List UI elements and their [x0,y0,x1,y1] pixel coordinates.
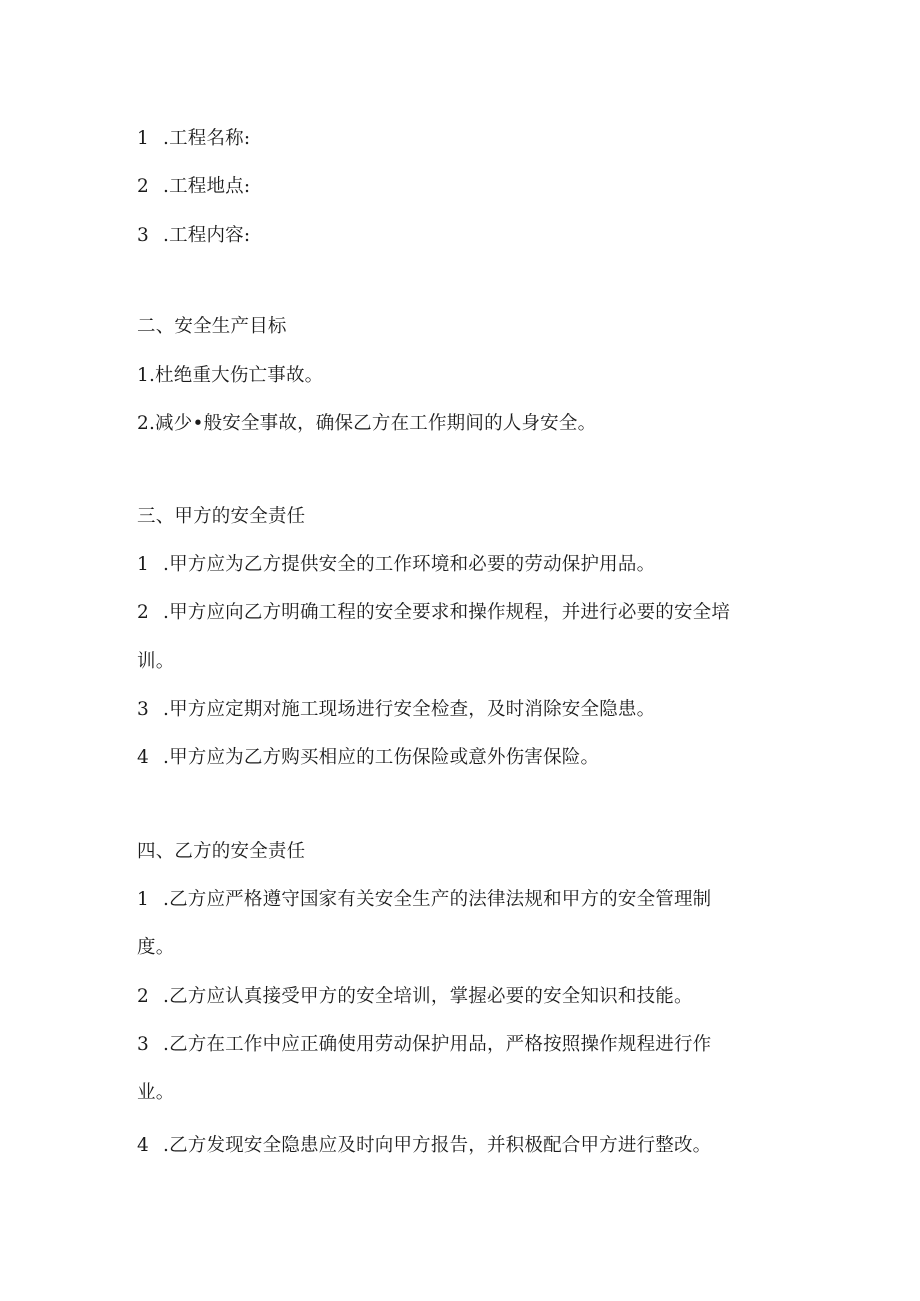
item-text: .工程名称: [162,128,251,149]
project-name-line [137,127,250,151]
party-a-item [137,746,599,770]
section-heading: 三、甲方的安全责任 [137,506,306,527]
item-text: .乙方应认真接受甲方的安全培训，掌握必要的安全知识和技能。 [162,986,693,1007]
party-b-item [137,985,693,1009]
goal-item: 1.杜绝重大伤亡事故。 [137,365,324,386]
item-text: .甲方应定期对施工现场进行安全检查，及时消除安全隐患。 [162,699,656,720]
item-number: 1 [137,554,149,575]
item-number: 2 [137,176,149,197]
item-number: 3 [137,225,149,246]
section-heading: 二、安全生产目标 [137,316,287,337]
project-location-line [137,175,250,199]
party-b-item [137,888,711,912]
item-text: .乙方发现安全隐患应及时向甲方报告，并积极配合甲方进行整改。 [162,1135,712,1156]
party-a-item-continuation: 训。 [137,651,175,672]
party-b-item-continuation: 度。 [137,937,175,958]
section-heading: 四、乙方的安全责任 [137,841,306,862]
item-number: 4 [137,1135,149,1156]
item-text: .甲方应为乙方提供安全的工作环境和必要的劳动保护用品。 [162,554,656,575]
item-text: .工程内容: [162,225,251,246]
party-a-item [137,601,730,625]
item-text: .甲方应向乙方明确工程的安全要求和操作规程，并进行必要的安全培 [162,602,731,623]
party-b-item [137,1134,711,1158]
item-number: 1 [137,889,149,910]
item-number: 1 [137,128,149,149]
project-content-line [137,224,250,248]
item-number: 4 [137,747,149,768]
item-text: .乙方应严格遵守国家有关安全生产的法律法规和甲方的安全管理制 [162,889,712,910]
item-number: 3 [137,699,149,720]
party-a-item [137,553,655,577]
item-number: 2 [137,602,149,623]
party-b-item [137,1033,711,1057]
item-text: .工程地点: [162,176,251,197]
party-b-item-continuation: 业。 [137,1082,175,1103]
item-text: .甲方应为乙方购买相应的工伤保险或意外伤害保险。 [162,747,600,768]
party-a-item [137,698,655,722]
goal-item: 2.减少•般安全事故，确保乙方在工作期间的人身安全。 [137,413,597,434]
item-number: 2 [137,986,149,1007]
item-number: 3 [137,1034,149,1055]
item-text: .乙方在工作中应正确使用劳动保护用品，严格按照操作规程进行作 [162,1034,712,1055]
